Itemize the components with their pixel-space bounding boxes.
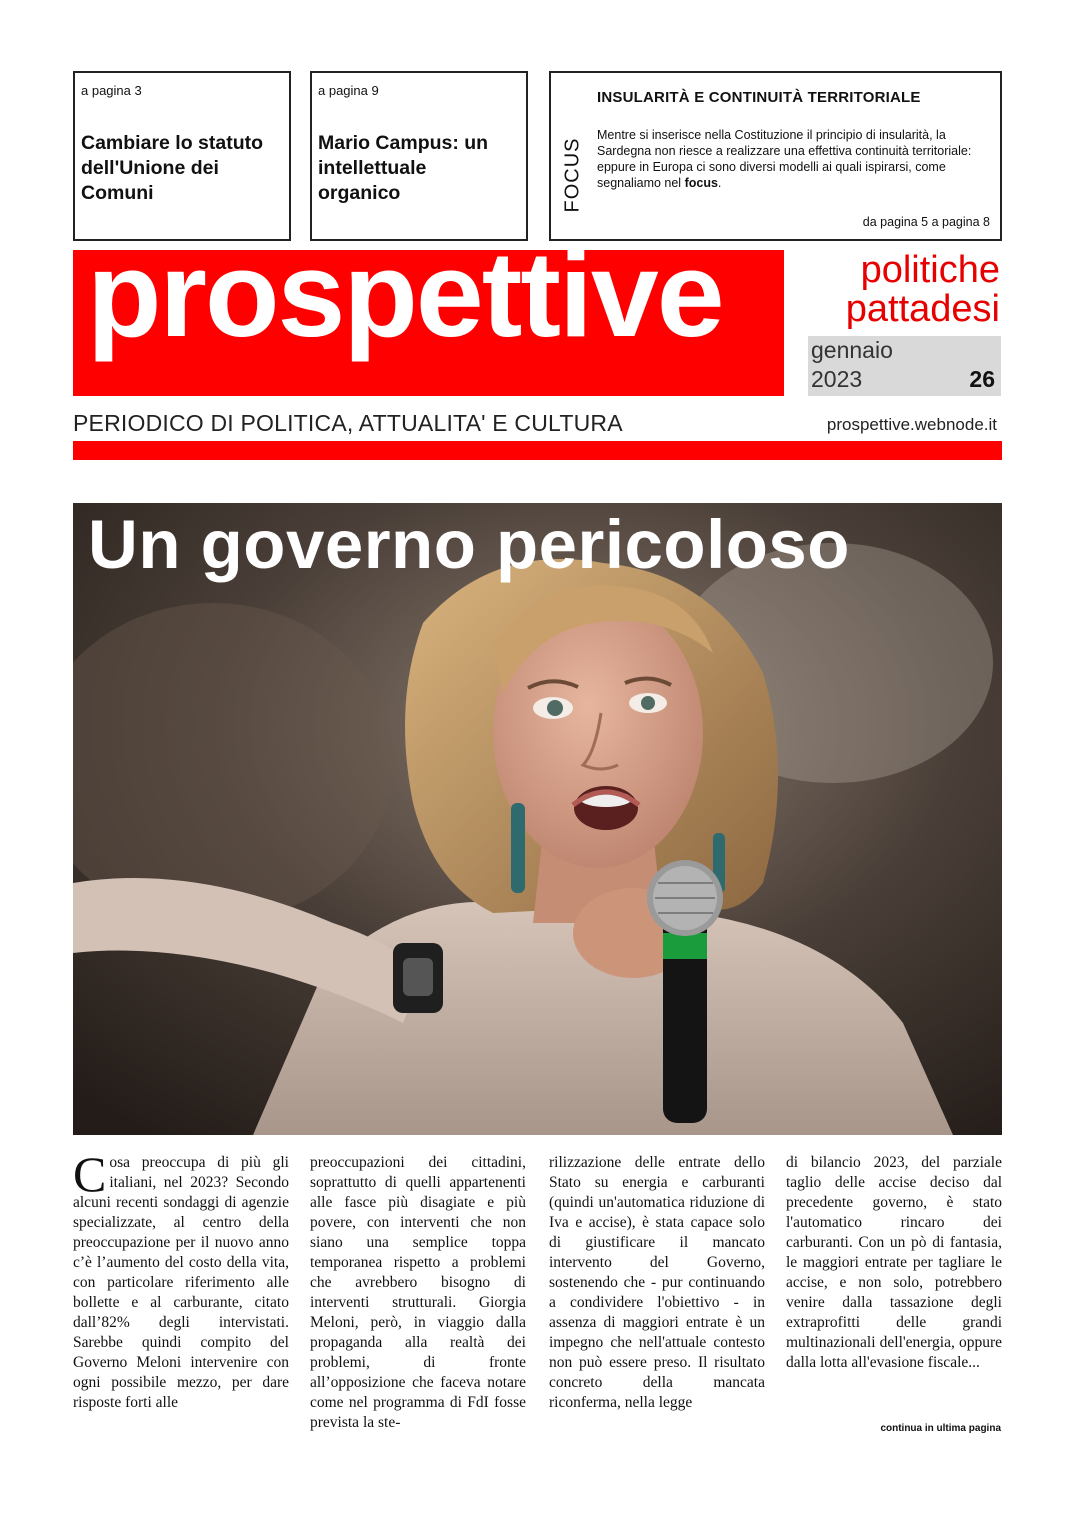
focus-side-label: FOCUS <box>561 137 584 213</box>
focus-box[interactable] <box>549 71 1002 241</box>
masthead-title: prospettive <box>87 226 723 362</box>
article-column-4: di bilancio 2023, del parziale taglio delle accise deciso dal precedente governo, è stato l'automatico rincaro dei carburanti. Con un pò di fantasia, le maggiori entrate per tagliare le accise, e non solo, potrebbero venire dalla tassazione degli extraprofitti delle grandi multinazionali dell'energia, oppure dalla lotta all'evasione fiscale... <box>786 1154 1002 1371</box>
article-column-3: rilizzazione delle entrate dello Stato su energia e carburanti (quindi un'automatica riduzione di Iva e accise), è stata capace solo di giustificare il mancato intervento del Governo, sostenendo che - pur continuando a condividere l'obiettivo - in assenza di maggiori entrate è un impegno che nell'attuale contesto non può essere preso. Il risultato concreto della mancata riconferma, nella legge <box>549 1154 765 1411</box>
article-column-1-text: osa preoccupa di più gli italiani, nel 2023? Secondo alcuni recenti sondaggi di agenzie specializzate, al centro della preoccupazione per il nuovo anno c’è l’aumento del costo della vita, con particolare riferimento alle bollette e al carburante, citato dall’82% degli intervistati. Sarebbe quindi compito del Governo Meloni intervenire con ogni possibile mezzo, per dare risposte forti alle <box>73 1154 289 1411</box>
teaser-page-ref: a pagina 3 <box>81 83 142 98</box>
cover-photo-illustration <box>73 503 1002 1135</box>
issue-number: 26 <box>969 366 995 392</box>
teaser-title: Cambiare lo statuto dell'Unione dei Comuni <box>81 132 264 204</box>
focus-bold-word: focus <box>684 176 718 190</box>
continued-note[interactable]: continua in ultima pagina <box>880 1423 1001 1434</box>
website-link[interactable]: prospettive.webnode.it <box>826 415 997 434</box>
teaser-box-1[interactable] <box>73 71 291 241</box>
masthead-subtitle: PERIODICO DI POLITICA, ATTUALITA' E CULTURA <box>73 410 623 436</box>
teaser-page-ref: a pagina 9 <box>318 83 379 98</box>
issue-date-box <box>808 336 1001 396</box>
drop-cap: C <box>73 1146 107 1202</box>
focus-text: Mentre si inserisce nella Costituzione il principio di insularità, la Sardegna non riesce a realizzare una effettiva continuità territoriale: eppure in Europa ci sono diversi modelli ai quali ispirarsi, come segnaliamo nel focus. <box>597 128 972 190</box>
article-column-1 <box>73 1146 289 1413</box>
headline: Un governo pericoloso <box>88 506 850 583</box>
cover-photo <box>73 503 1002 1135</box>
masthead-line1: politiche <box>860 249 1000 291</box>
article-column-2: preoccupazioni dei cittadini, soprattutto di quelli appartenenti alle fasce più disagiate e più povere, con interventi che non siano una semplice toppa temporanea rispetto a problemi che avrebbero bisogno di interventi strutturali. Giorgia Meloni, però, in viaggio dalla propaganda alla realtà dei problemi, di fronte all’opposizione che faceva notare come nel programma di FdI fosse prevista la ste- <box>310 1154 526 1431</box>
teaser-box-2[interactable] <box>310 71 528 241</box>
issue-year: 2023 <box>811 366 863 392</box>
teaser-title: Mario Campus: un intellettuale organico <box>318 132 489 204</box>
focus-page-ref: da pagina 5 a pagina 8 <box>862 215 990 229</box>
focus-title: INSULARITÀ E CONTINUITÀ TERRITORIALE <box>597 89 921 106</box>
masthead-line2: pattadesi <box>845 288 1000 330</box>
masthead-logo <box>73 226 784 396</box>
issue-month: gennaio <box>811 337 893 363</box>
masthead-divider <box>73 441 1002 460</box>
